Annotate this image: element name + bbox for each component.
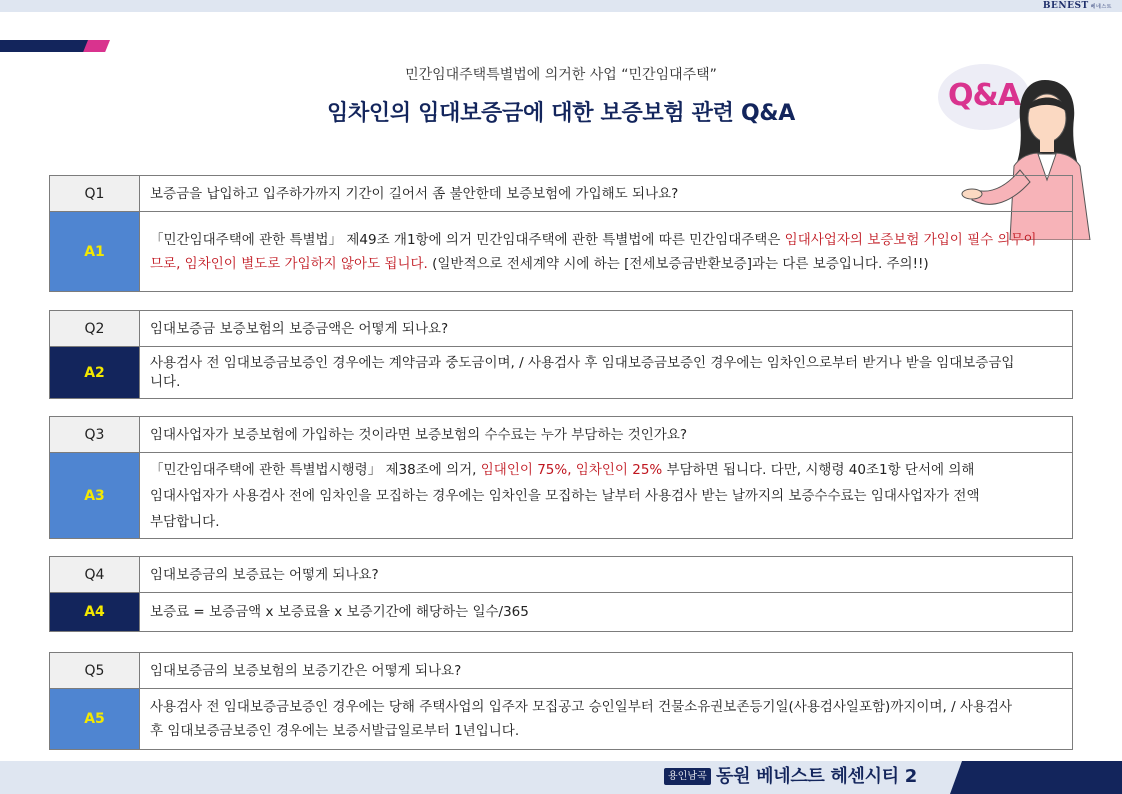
page-title: 임차인의 임대보증금에 대한 보증보험 관련 Q&A [327, 101, 795, 126]
top-bar [0, 0, 1122, 12]
header-stripe-navy [0, 40, 92, 52]
question-text: 보증금을 납입하고 입주하가까지 기간이 길어서 좀 불안한데 보증보험에 가입해도 되나요? [150, 185, 679, 202]
footer-stripe-navy [950, 761, 1122, 794]
page-subtitle: 민간임대주택특별법에 의거한 사업 “민간임대주택” [405, 67, 717, 83]
answer-line: 후 임대보증금보증인 경우에는 보증서발급일로부터 1년입니다. [150, 723, 520, 739]
answer-label: A5 [50, 689, 140, 749]
question-label: Q4 [50, 557, 140, 592]
brand-sub: 베네스트 [1090, 4, 1112, 10]
question-label: Q5 [50, 653, 140, 688]
footer-project-name: 동원 베네스트 헤센시티 2 [716, 766, 918, 787]
answer-label: A4 [50, 593, 140, 631]
answer-row [50, 453, 1072, 538]
answer-row [50, 347, 1072, 398]
qa-block-4 [49, 556, 1073, 632]
answer-text-span: 부담하면 됩니다. 다만, 시행령 40조1항 단서에 의해 [662, 461, 975, 478]
question-label: Q3 [50, 417, 140, 452]
answer-line [150, 252, 1062, 276]
answer-line [150, 457, 1062, 483]
answer-line: 임대사업자가 사용검사 전에 임차인을 모집하는 경우에는 임차인을 모집하는 날부터 사용검사 받는 날까지의 보증수수료는 임대사업자가 전액 [150, 487, 980, 504]
question-label: Q1 [50, 176, 140, 211]
qa-block-1 [49, 175, 1073, 292]
answer-highlight: 므로, 임차인이 별도로 가입하지 않아도 됩니다. [150, 255, 428, 272]
qa-block-2 [49, 310, 1073, 399]
question-text: 임대보증금의 보증료는 어떻게 되나요? [150, 566, 379, 583]
answer-text [140, 593, 1072, 631]
answer-line [150, 228, 1062, 252]
answer-label: A1 [50, 212, 140, 291]
footer-location-tag: 용인남곡 [664, 768, 711, 785]
answer-text [140, 453, 1072, 538]
question-row [50, 176, 1072, 212]
header-stripe-pink [83, 40, 110, 52]
question-label: Q2 [50, 311, 140, 346]
answer-text-span: (일반적으로 전세계약 시에 하는 [전세보증금반환보증]과는 다른 보증입니다. 주의!!) [427, 255, 929, 272]
answer-text-span: 「민간임대주택에 관한 특별법시행령」 제38조에 의거, [150, 461, 481, 478]
qa-badge: Q&A [948, 78, 1020, 113]
answer-line: 사용검사 전 임대보증금보증인 경우에는 당해 주택사업의 입주자 모집공고 승인일부터 건물소유권보존등기일(사용검사일포함)까지이며, / 사용검사 [150, 699, 1013, 715]
answer-highlight: 임대인이 75%, 임차인이 25% [480, 461, 663, 478]
question-row [50, 557, 1072, 593]
answer-row [50, 212, 1072, 291]
brand-name: BENEST [1042, 1, 1089, 11]
question-text: 임대보증금 보증보험의 보증금액은 어떻게 되나요? [150, 320, 449, 337]
question-row [50, 653, 1072, 689]
answer-text [140, 347, 1072, 398]
answer-text [140, 689, 1072, 749]
answer-line: 보증료 = 보증금액 x 보증료율 x 보증기간에 해당하는 일수/365 [150, 604, 529, 620]
answer-label: A3 [50, 453, 140, 538]
question-text: 임대보증금의 보증보험의 보증기간은 어떻게 되나요? [150, 662, 462, 679]
answer-text [140, 212, 1072, 291]
answer-row [50, 593, 1072, 631]
question-row [50, 311, 1072, 347]
brand-logo [1043, 0, 1112, 12]
answer-row [50, 689, 1072, 749]
qa-block-3 [49, 416, 1073, 539]
question-row [50, 417, 1072, 453]
qa-block-5 [49, 652, 1073, 750]
answer-line: 사용검사 전 임대보증금보증인 경우에는 계약금과 중도금이며, / 사용검사 후 임대보증금보증인 경우에는 임차인으로부터 받거나 받을 임대보증금입 [150, 354, 1015, 371]
answer-line: 니다. [150, 373, 181, 390]
question-text: 임대사업자가 보증보험에 가입하는 것이라면 보증보험의 수수료는 누가 부담하는 것인가요? [150, 426, 688, 443]
answer-highlight: 임대사업자의 보증보험 가입이 필수 의무이 [784, 231, 1037, 248]
answer-label: A2 [50, 347, 140, 398]
answer-text-span: 「민간임대주택에 관한 특별법」 제49조 개1항에 의거 민간임대주택에 관한 특별법에 따른 민간임대주택은 [150, 231, 785, 248]
answer-line: 부담합니다. [150, 513, 220, 530]
